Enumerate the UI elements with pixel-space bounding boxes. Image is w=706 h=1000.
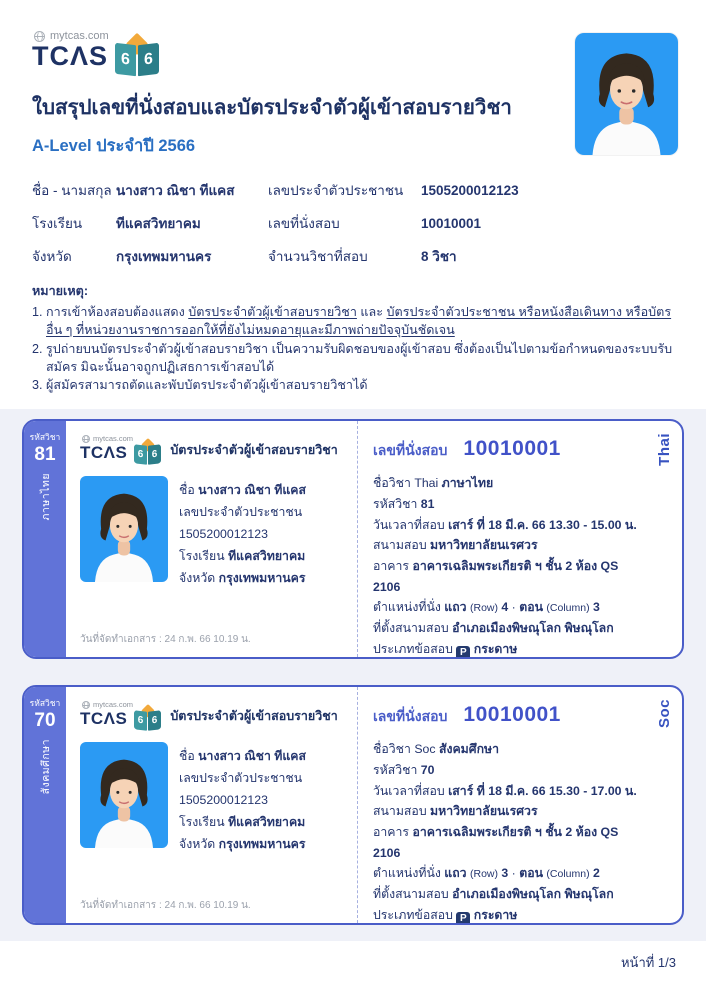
- school-value: ทีแคสวิทยาคม: [116, 216, 201, 231]
- card-left-panel: [66, 421, 358, 657]
- card-title: บัตรประจำตัวผู้เข้าสอบรายวิชา: [170, 442, 338, 457]
- subject-line: ชื่อวิชา Soc สังคมศึกษา: [373, 742, 500, 757]
- exam-type-line: ประเภทข้อสอบ P กระดาษ: [373, 905, 646, 926]
- subject-code-band: [24, 687, 66, 923]
- province-value: กรุงเทพมหานคร: [116, 249, 212, 264]
- card-right-panel: [358, 687, 682, 923]
- student-portrait-graphic: [575, 33, 678, 155]
- tcas66-book-icon: [115, 35, 159, 77]
- card-id-label: เลขประจำตัวประชาชน: [179, 505, 303, 520]
- note1-underlined-id: บัตรประจำตัวประชาชน หรือหนังสือเดินทาง หรือบัตรอื่น ๆ ที่หน่วยงานราชการออกให้ที่ยังไม่หมดอายุและมีภาพถ่ายปัจจุบันชัดเจน: [46, 304, 672, 337]
- seat-number-row: [373, 703, 646, 728]
- note-item-1: [32, 304, 674, 340]
- seat-position-line: ตำแหน่งที่นั่ง แถว (Row) 3 · ตอน (Column) 2: [373, 866, 600, 881]
- book-digit-right: 6: [138, 43, 159, 77]
- student-portrait-graphic: [80, 476, 168, 582]
- card-right-panel: [358, 421, 682, 657]
- subject-line: ชื่อวิชา Thai ภาษาไทย: [373, 476, 494, 491]
- band-code-label: รหัสวิชา: [29, 432, 61, 443]
- note1-underlined-card: บัตรประจำตัวผู้เข้าสอบรายวิชา: [188, 304, 357, 319]
- paper-exam-icon: P: [456, 646, 470, 659]
- mytcas-site-label: mytcas.com: [93, 700, 134, 710]
- card-id-value: 1505200012123: [179, 527, 268, 541]
- document-created-date: วันที่จัดทำเอกสาร : 24 ก.พ. 66 10.19 น.: [80, 900, 251, 912]
- card-logo-row: [80, 700, 349, 731]
- band-code-value: 81: [34, 444, 56, 466]
- tcas66-book-icon: 6 6: [134, 439, 161, 465]
- province-label: จังหวัด: [32, 249, 72, 264]
- name-label: ชื่อ - นามสกุล: [32, 183, 112, 198]
- seat-number-label: เลขที่นั่งสอบ: [373, 442, 448, 459]
- tcas-logo-text: TCΛS: [32, 41, 109, 71]
- seat-label: เลขที่นั่งสอบ: [268, 216, 340, 231]
- seat-number-row: [373, 437, 646, 462]
- note-item-3: 3. ผู้สมัครสามารถตัดและพับบัตรประจำตัวผู้เข้าสอบรายวิชาได้: [32, 378, 368, 393]
- band-code-label: รหัสวิชา: [29, 698, 61, 709]
- exam-cards-section: [0, 409, 706, 941]
- venue-line: สนามสอบ มหาวิทยาลัยนเรศวร: [373, 538, 538, 553]
- exam-card-thai: [22, 419, 684, 659]
- exam-type-line: ประเภทข้อสอบ P กระดาษ: [373, 639, 646, 660]
- name-value: นางสาว ณิชา ทีแคส: [116, 183, 235, 198]
- subject-abbr-vertical: Soc: [656, 699, 673, 729]
- card-person-block: [80, 476, 349, 589]
- card-name-line: ชื่อ นางสาว ณิชา ทีแคส: [179, 483, 307, 498]
- card-id-label: เลขประจำตัวประชาชน: [179, 771, 303, 786]
- band-subject-vertical: ภาษาไทย: [39, 473, 52, 521]
- student-photo: [80, 476, 168, 582]
- page-title: ใบสรุปเลขที่นั่งสอบและบัตรประจำตัวผู้เข้าสอบรายวิชา: [32, 96, 512, 119]
- note1-mid: และ: [356, 304, 387, 319]
- seat-position-line: ตำแหน่งที่นั่ง แถว (Row) 4 · ตอน (Column) 3: [373, 600, 600, 615]
- tcas-logo-text: TCΛS: [80, 443, 128, 463]
- tcas-logo-small: [80, 434, 161, 465]
- datetime-line: วันเวลาที่สอบ เสาร์ ที่ 18 มี.ค. 66 13.30 - 15.00 น.: [373, 517, 637, 532]
- code-line: รหัสวิชา 81: [373, 496, 435, 511]
- venue-line: สนามสอบ มหาวิทยาลัยนเรศวร: [373, 804, 538, 819]
- card-person-info: [179, 476, 306, 589]
- code-line: รหัสวิชา 70: [373, 762, 435, 777]
- student-portrait-graphic: [80, 742, 168, 848]
- building-line: อาคาร อาคารเฉลิมพระเกียรติ ฯ ชั้น 2 ห้อง QS 2106: [373, 824, 619, 860]
- card-id-value: 1505200012123: [179, 793, 268, 807]
- card-left-panel: [66, 687, 358, 923]
- subject-code-band: [24, 421, 66, 657]
- card-province-line: จังหวัด กรุงเทพมหานคร: [179, 836, 306, 851]
- globe-icon: [82, 701, 90, 709]
- citizen-id-value: 1505200012123: [421, 183, 519, 198]
- citizen-id-label: เลขประจำตัวประชาชน: [268, 183, 404, 198]
- student-photo: [80, 742, 168, 848]
- card-school-line: โรงเรียน ทีแคสวิทยาคม: [179, 814, 306, 829]
- band-code-value: 70: [34, 710, 56, 732]
- card-logo-row: [80, 434, 349, 465]
- subject-abbr-vertical: Thai: [656, 433, 673, 467]
- student-photo: [575, 33, 678, 155]
- book-digit-left: 6: [115, 43, 136, 77]
- globe-icon: [34, 31, 45, 42]
- seat-value: 10010001: [421, 216, 482, 231]
- exam-detail-lines: [373, 739, 646, 925]
- mytcas-site-label: mytcas.com: [93, 434, 134, 444]
- page-subtitle: A-Level ประจำปี 2566: [32, 137, 196, 155]
- subject-count-label: จำนวนวิชาที่สอบ: [268, 249, 368, 264]
- building-line: อาคาร อาคารเฉลิมพระเกียรติ ฯ ชั้น 2 ห้อง QS 2106: [373, 558, 619, 594]
- tcas-logo-small: [80, 700, 161, 731]
- note1-pre: 1. การเข้าห้องสอบต้องแสดง: [32, 304, 189, 319]
- school-label: โรงเรียน: [32, 216, 83, 231]
- card-name-line: ชื่อ นางสาว ณิชา ทีแคส: [179, 749, 307, 764]
- paper-exam-icon: P: [456, 912, 470, 925]
- card-person-block: [80, 742, 349, 855]
- student-info-grid: [32, 179, 674, 267]
- tcas-logo-text: TCΛS: [80, 709, 128, 729]
- tcas66-book-icon: 6 6: [134, 705, 161, 731]
- subject-count-value: 8 วิชา: [421, 249, 457, 264]
- datetime-line: วันเวลาที่สอบ เสาร์ ที่ 18 มี.ค. 66 15.30 - 17.00 น.: [373, 783, 637, 798]
- mytcas-site-label: mytcas.com: [50, 30, 109, 42]
- card-school-line: โรงเรียน ทีแคสวิทยาคม: [179, 548, 306, 563]
- page-header: [0, 0, 706, 77]
- location-line: ที่ตั้งสนามสอบ อำเภอเมืองพิษณุโลก พิษณุโลก: [373, 886, 614, 901]
- card-person-info: [179, 742, 306, 855]
- band-subject-vertical: สังคมศึกษา: [39, 739, 52, 795]
- seat-number-label: เลขที่นั่งสอบ: [373, 708, 448, 725]
- note-item-2: 2. รูปถ่ายบนบัตรประจำตัวผู้เข้าสอบรายวิชา เป็นความรับผิดชอบของผู้เข้าสอบ ซึ่งต้องเป็นไปตามข้อกำหนดของระบบรับสมัคร มิฉะนั้นอาจถูกปฏิเสธการเข้าสอบได้: [32, 341, 673, 374]
- page-number: หน้าที่ 1/3: [620, 955, 676, 970]
- tcas-logo-row: [32, 43, 159, 77]
- card-province-line: จังหวัด กรุงเทพมหานคร: [179, 570, 306, 585]
- location-line: ที่ตั้งสนามสอบ อำเภอเมืองพิษณุโลก พิษณุโลก: [373, 620, 614, 635]
- exam-detail-lines: [373, 473, 646, 659]
- exam-card-social: [22, 685, 684, 925]
- seat-number-value: 10010001: [463, 437, 561, 461]
- seat-number-value: 10010001: [463, 703, 561, 727]
- globe-icon: [82, 435, 90, 443]
- document-created-date: วันที่จัดทำเอกสาร : 24 ก.พ. 66 10.19 น.: [80, 634, 251, 646]
- notes-section: [32, 283, 674, 395]
- tcas-logo: [32, 30, 159, 77]
- card-title: บัตรประจำตัวผู้เข้าสอบรายวิชา: [170, 708, 338, 723]
- notes-heading: หมายเหตุ:: [32, 284, 89, 298]
